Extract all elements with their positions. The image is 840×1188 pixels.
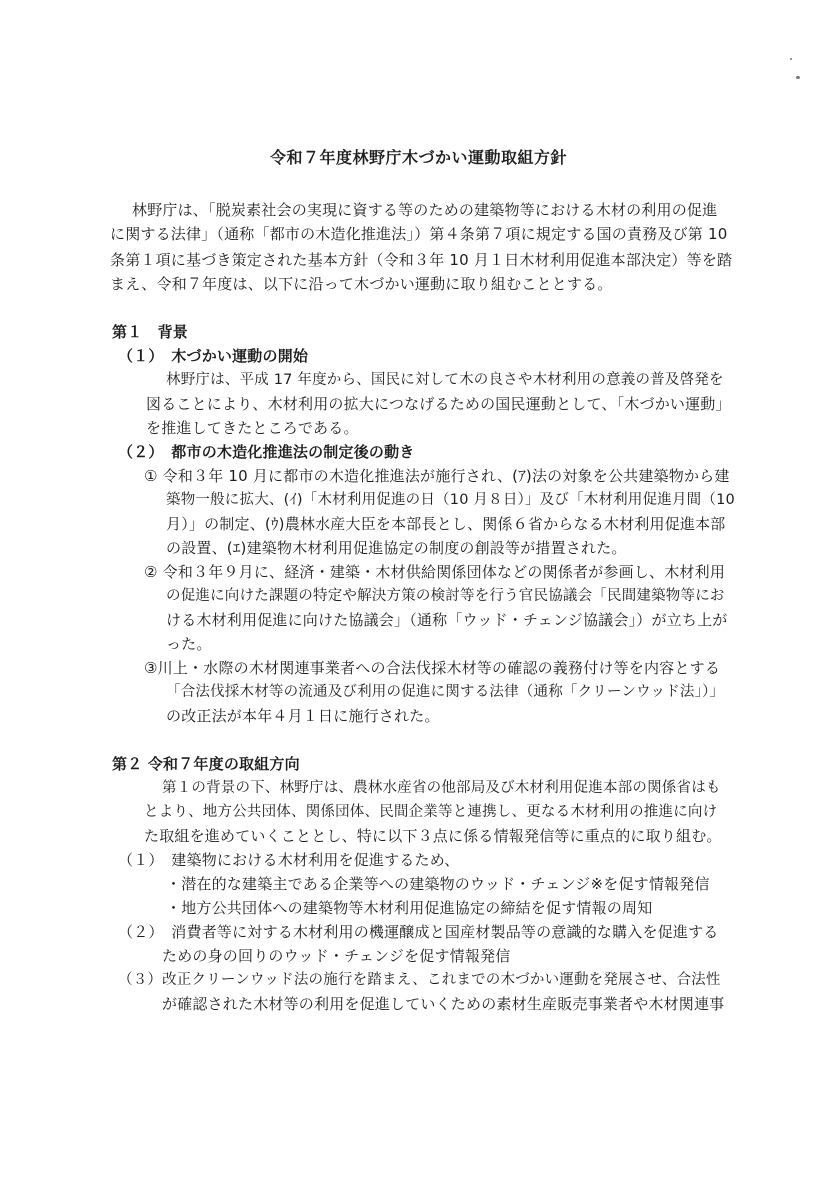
section1-item1-line: ① 令和３年 10 月に都市の木造化推進法が施行され、(ｱ)法の対象を公共建築物から建 xyxy=(144,467,730,485)
section1-item2-line: ② 令和３年９月に、経済・建築・木材供給関係団体などの関係者が参画し、木材利用 xyxy=(144,563,726,581)
section2-point1-bullet: ・潜在的な建築主である企業等への建築物のウッド・チェンジ※を促す情報発信 xyxy=(166,875,710,893)
section1-item2-line: った。 xyxy=(166,635,212,653)
section2-point3-line: が確認された木材等の利用を促進していくための素材生産販売事業者や木材関連事 xyxy=(162,995,725,1013)
section1-sub2-heading: （２） 都市の木造化推進法の制定後の動き xyxy=(118,443,415,461)
intro-line: 条第１項に基づき策定された基本方針（令和３年 10 月１日木材利用促進本部決定）等を踏 xyxy=(110,251,733,269)
section1-sub1-line: 林野庁は、平成 17 年度から、国民に対して木の良さや木材利用の意義の普及啓発を xyxy=(166,372,724,388)
section1-item1-line: 月）」の制定、(ｳ)農林水産大臣を本部長とし、関係６省からなる木材利用促進本部 xyxy=(166,515,726,533)
scan-speck xyxy=(790,58,792,60)
section1-item1-line: の設置、(ｴ)建築物木材利用促進協定の制度の創設等が措置された。 xyxy=(166,539,627,557)
intro-line: 林野庁は、「脱炭素社会の実現に資する等のための建築物等における木材の利用の促進 xyxy=(132,201,718,219)
scan-speck xyxy=(796,76,800,79)
intro-line: に関する法律」（通称「都市の木造化推進法」）第４条第７項に規定する国の責務及び第 10 xyxy=(110,225,728,243)
section1-item2-line: の促進に向けた課題の特定や解決方策の検討等を行う官民協議会「民間建築物等にお xyxy=(166,588,725,604)
section1-item2-line: ける木材利用促進に向けた協議会」（通称「ウッド・チェンジ協議会」）が立ち上が xyxy=(166,611,728,629)
section1-item3-line: ③川上・水際の木材関連事業者への合法伐採木材等の確認の義務付け等を内容とする xyxy=(144,659,721,677)
section1-sub1-line: 図ることにより、木材利用の拡大につなげるための国民運動として、「木づかい運動」 xyxy=(146,395,731,413)
section2-point1-heading: （１） 建築物における木材利用を促進するため、 xyxy=(118,851,460,869)
section2-point2-line: （２） 消費者等に対する木材利用の機運醸成と国産材製品等の意識的な購入を促進する xyxy=(118,923,719,941)
section1-item1-line: 築物一般に拡大、(ｲ)「木材利用促進の日（10 月８日）」及び「木材利用促進月間（10 xyxy=(166,492,735,508)
section2-heading: 第２ 令和７年度の取組方向 xyxy=(112,755,300,773)
section2-intro-line: 第１の背景の下、林野庁は、農林水産省の他部局及び木材利用促進本部の関係省はも xyxy=(162,780,721,796)
intro-line: まえ、令和７年度は、以下に沿って木づかい運動に取り組むこととする。 xyxy=(110,275,613,293)
section2-point3-line: （３）改正クリーンウッド法の施行を踏まえ、これまでの木づかい運動を発展させ、合法性 xyxy=(118,972,721,988)
section1-item3-line: 「合法伐採木材等の流通及び利用の促進に関する法律（通称「クリーンウッド法」）」 xyxy=(166,684,725,700)
section1-sub1-heading: （１） 木づかい運動の開始 xyxy=(118,347,309,365)
section2-intro-line: た取組を進めていくこととし、特に以下３点に係る情報発信等に重点的に取り組む。 xyxy=(144,827,722,845)
section2-point2-line: ための身の回りのウッド・チェンジを促す情報発信 xyxy=(162,947,511,965)
section2-point1-bullet: ・地方公共団体への建築物等木材利用促進協定の締結を促す情報の周知 xyxy=(166,899,653,917)
section1-item3-line: の改正法が本年４月１日に施行された。 xyxy=(166,707,440,725)
section2-intro-line: とより、地方公共団体、関係団体、民間企業等と連携し、更なる木材利用の推進に向け xyxy=(144,804,718,820)
section1-heading: 第１ 背景 xyxy=(112,323,189,341)
document-title: 令和７年度林野庁木づかい運動取組方針 xyxy=(270,148,568,167)
section1-sub1-line: を推進してきたところである。 xyxy=(146,419,359,437)
